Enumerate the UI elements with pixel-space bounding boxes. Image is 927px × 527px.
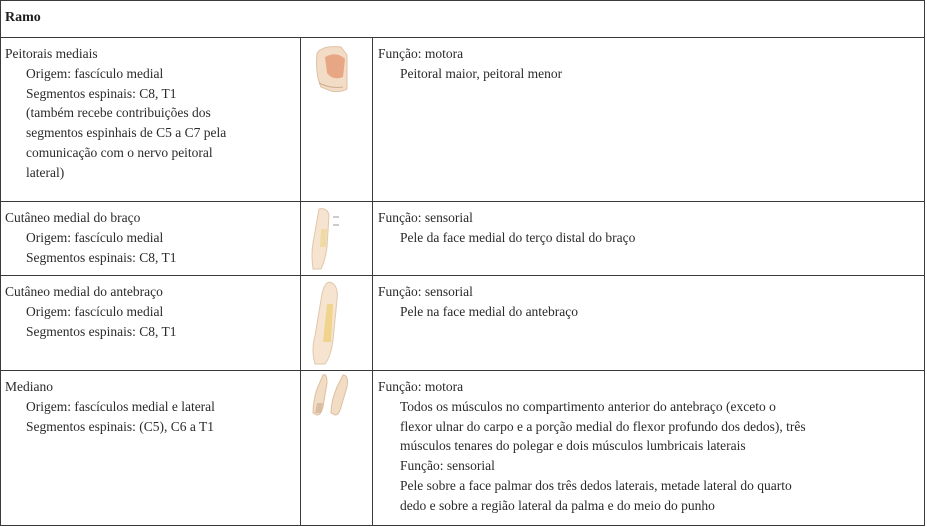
branch-origin: Origem: fascículo medial [26, 229, 164, 245]
branch-segments: Segmentos espinais: (C5), C6 a T1 [26, 418, 214, 434]
branch-origin: Origem: fascículos medial e lateral [26, 398, 215, 414]
function-type: Função: motora [378, 379, 464, 394]
illustration-cell [301, 276, 373, 370]
function-detail-line: Todos os músculos no compartimento anterior do antebraço (exceto o [400, 398, 776, 414]
function-detail-line: Pele na face medial do antebraço [400, 303, 579, 319]
illustration-cell [301, 371, 373, 525]
branch-segments: Segmentos espinais: C8, T1 [26, 249, 177, 265]
branch-note-line: lateral) [26, 164, 65, 180]
chest-muscle-illustration-icon [313, 43, 353, 95]
function-detail-line: Pele sobre a face palmar dos três dedos laterais, metade lateral do quarto [400, 477, 792, 493]
branch-segments: Segmentos espinais: C8, T1 [26, 85, 177, 101]
function-cell [373, 276, 924, 370]
function-type: Função: sensorial [378, 210, 473, 225]
forearm-sensory-area-illustration-icon [307, 280, 347, 366]
function-cell [373, 371, 924, 525]
branch-segments: Segmentos espinais: C8, T1 [26, 323, 177, 339]
branch-cell [1, 276, 301, 370]
illustration-cell [301, 38, 373, 201]
branch-note-line: segmentos espinhais de C5 a C7 pela [26, 125, 227, 141]
branch-cell [1, 371, 301, 525]
branch-note-line: comunicação com o nervo peitoral [26, 144, 213, 160]
function-detail-line: músculos tenares do polegar e dois músculos lumbricais laterais [400, 438, 746, 454]
illustration-cell [301, 202, 373, 275]
branch-note-line: (também recebe contribuições dos [26, 105, 211, 121]
table-row [1, 371, 924, 525]
function-cell [373, 38, 924, 201]
function-cell [373, 202, 924, 275]
function-type: Função: sensorial [400, 458, 495, 474]
branch-origin: Origem: fascículo medial [26, 65, 164, 81]
branch-name: Mediano [5, 379, 53, 394]
function-detail-line: dedo e sobre a região lateral da palma e do meio do punho [400, 497, 715, 513]
arm-sensory-area-illustration-icon [305, 207, 345, 271]
hand-forearm-illustration-icon [309, 373, 355, 417]
table-row [1, 276, 924, 371]
function-type: Função: motora [378, 46, 464, 61]
branch-name: Cutâneo medial do antebraço [5, 284, 163, 299]
table-header [1, 1, 924, 38]
function-detail-line: flexor ulnar do carpo e a porção medial do flexor profundo dos dedos), três [400, 418, 806, 434]
branch-name: Cutâneo medial do braço [5, 210, 141, 225]
branch-name: Peitorais mediais [5, 46, 98, 61]
branch-cell [1, 202, 301, 275]
function-type: Função: sensorial [378, 284, 473, 299]
function-detail-line: Peitoral maior, peitoral menor [400, 65, 563, 81]
function-detail-line: Pele da face medial do terço distal do braço [400, 229, 636, 245]
branch-cell [1, 38, 301, 201]
table-row [1, 202, 924, 276]
header-title: Ramo [5, 10, 41, 25]
table-row [1, 38, 924, 202]
branch-origin: Origem: fascículo medial [26, 303, 164, 319]
